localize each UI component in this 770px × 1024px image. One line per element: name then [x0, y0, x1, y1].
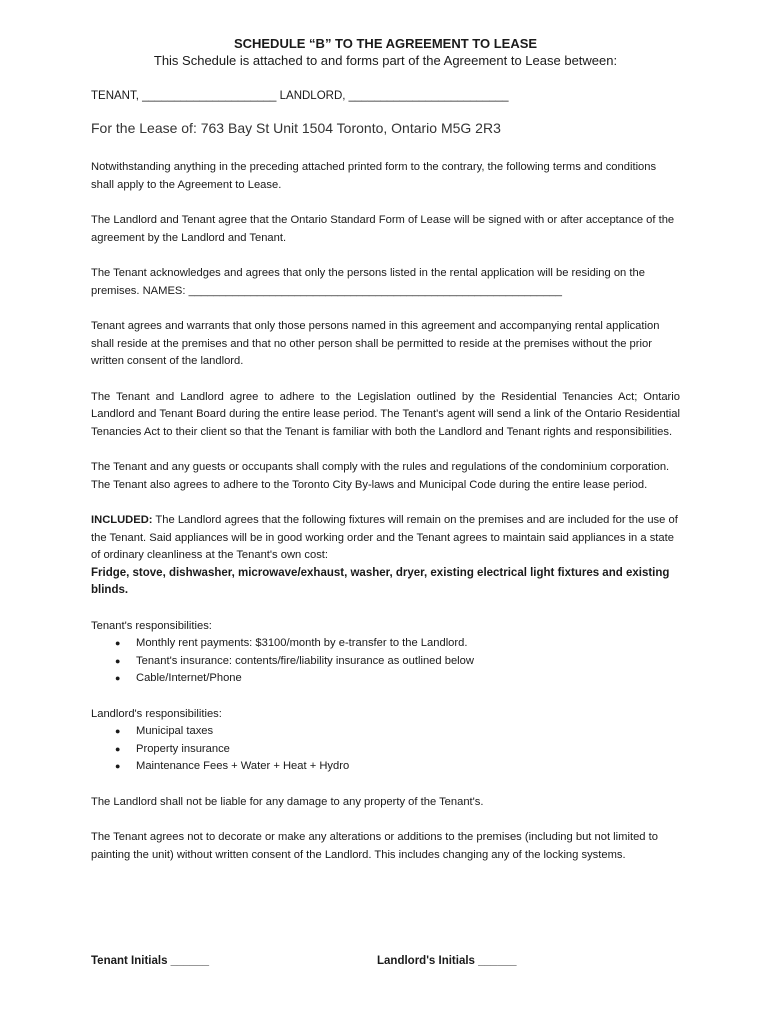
document-subtitle: This Schedule is attached to and forms part of the Agreement to Lease between:	[153, 53, 618, 68]
paragraph-decorate: The Tenant agrees not to decorate or make any alterations or additions to the premises (including but not limited to painting the unit) without written consent of the Landlord. This includes changing any of the locking systems.	[91, 831, 658, 861]
paragraph-legislation: The Tenant and Landlord agree to adhere to the Legislation outlined by the Residential Tenancies Act; Ontario Landlord and Tenant Board during the entire lease period. The Tenant's agent will send a link of the Ontario Residential Tenancies Act to their client so that the Tenant is familiar with both the Landlord and Tenant rights and responsibilities.	[91, 390, 680, 438]
paragraph-condo-rules: The Tenant and any guests or occupants shall comply with the rules and regulations of the condominium corporation. The Tenant also agrees to adhere to the Toronto City By-laws and Municipal Code during the entire lease period.	[91, 461, 670, 491]
tenant-initials: Tenant Initials ______	[91, 955, 210, 967]
tenant-responsibilities-heading: Tenant's responsibilities:	[91, 619, 212, 632]
paragraph-included	[91, 512, 680, 600]
included-text: The Landlord agrees that the following fixtures will remain on the premises and are included for the use of the Tenant. Said appliances will be in good working order and the Tenant agrees to maintain said appliances in a state of ordinary cleanliness at the Tenant's own cost:	[91, 514, 678, 561]
paragraph-occupants-names: The Tenant acknowledges and agrees that only the persons listed in the rental application will be residing on the premises. NAMES: ____________________________________________________________	[91, 267, 645, 297]
list-item: ● Cable/Internet/Phone	[115, 670, 680, 688]
included-label: INCLUDED:	[91, 514, 153, 526]
initials-row	[91, 955, 680, 967]
lease-address: For the Lease of: 763 Bay St Unit 1504 Toronto, Ontario M5G 2R3	[91, 120, 501, 136]
included-items: Fridge, stove, dishwasher, microwave/exhaust, washer, dryer, existing electrical light fixtures and existing blinds.	[91, 566, 670, 596]
paragraph-standard-form: The Landlord and Tenant agree that the Ontario Standard Form of Lease will be signed with or after acceptance of the agreement by the Landlord and Tenant.	[91, 214, 675, 244]
tenant-responsibilities-list	[91, 635, 680, 688]
list-item: ● Municipal taxes	[115, 723, 680, 741]
paragraph-notwithstanding: Notwithstanding anything in the preceding attached printed form to the contrary, the following terms and conditions shall apply to the Agreement to Lease.	[91, 161, 657, 191]
paragraph-occupants-warranty: Tenant agrees and warrants that only those persons named in this agreement and accompanying rental application shall reside at the premises and that no other person shall be permitted to reside at the premises without the prior written consent of the landlord.	[91, 320, 660, 367]
list-item: ● Maintenance Fees + Water + Heat + Hydro	[115, 758, 680, 776]
landlord-responsibilities-list	[91, 723, 680, 776]
document-title: SCHEDULE “B” TO THE AGREEMENT TO LEASE	[233, 36, 538, 51]
list-item: ● Monthly rent payments: $3100/month by e-transfer to the Landlord.	[115, 635, 680, 653]
parties-line: TENANT, _____________________ LANDLORD, _________________________	[91, 90, 509, 102]
list-item: ● Tenant's insurance: contents/fire/liability insurance as outlined below	[115, 653, 680, 671]
landlord-initials: Landlord's Initials ______	[377, 955, 517, 967]
landlord-responsibilities-heading: Landlord's responsibilities:	[91, 707, 222, 720]
list-item: ● Property insurance	[115, 741, 680, 759]
paragraph-liability: The Landlord shall not be liable for any damage to any property of the Tenant's.	[91, 795, 484, 808]
